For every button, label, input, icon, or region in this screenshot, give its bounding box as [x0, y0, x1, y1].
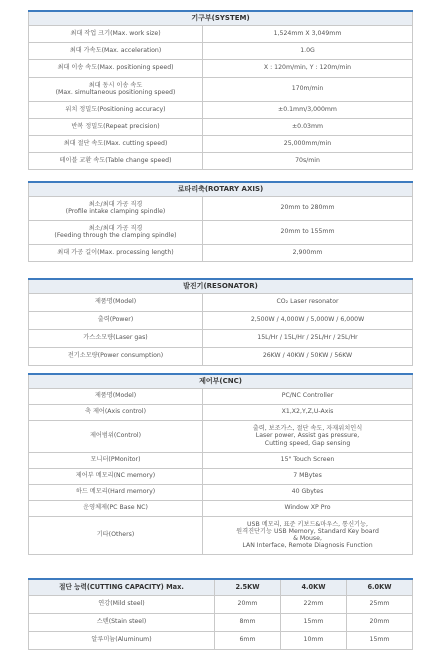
row-label: 스텐(Stain steel): [29, 613, 215, 631]
row-value: 25,000mm/min: [203, 135, 413, 152]
row-value: 15L/Hr / 15L/Hr / 25L/Hr / 25L/Hr: [203, 329, 413, 347]
table-row: [29, 118, 413, 135]
row-value: 26KW / 40KW / 50KW / 56KW: [203, 347, 413, 365]
row-label: 알루미늄(Aluminum): [29, 631, 215, 649]
capacity-col-2-5kw: 2.5KW: [215, 579, 281, 595]
row-label: 제어범위(Control): [29, 420, 203, 452]
table-row: [29, 42, 413, 59]
table-row: [29, 59, 413, 77]
row-value: Window XP Pro: [203, 500, 413, 516]
row-label: 기타(Others): [29, 516, 203, 554]
row-value: 20mm to 280mm: [203, 196, 413, 220]
resonator-spec-table: [28, 278, 412, 366]
row-label: 제품명(Model): [29, 293, 203, 311]
row-label: 테이블 교환 속도(Table change speed): [29, 152, 203, 169]
capacity-col-4-0kw: 4.0KW: [281, 579, 347, 595]
table-row: [29, 484, 413, 500]
row-value: ±0.03mm: [203, 118, 413, 135]
cell-value: 22mm: [281, 595, 347, 613]
cell-value: 6mm: [215, 631, 281, 649]
row-value: PC/NC Controller: [203, 388, 413, 404]
system-title: 기구부(SYSTEM): [29, 11, 413, 25]
table-row: [29, 613, 413, 631]
capacity-col-6-0kw: 6.0KW: [347, 579, 413, 595]
row-label: 최대 이송 속도(Max. positioning speed): [29, 59, 203, 77]
table-row: [29, 631, 413, 649]
row-label: 최대 절단 속도(Max. cutting speed): [29, 135, 203, 152]
cell-value: 15mm: [347, 631, 413, 649]
table-row: [29, 220, 413, 244]
cell-value: 20mm: [347, 613, 413, 631]
row-value: 20mm to 155mm: [203, 220, 413, 244]
table-row: [29, 500, 413, 516]
row-label: 가스소모량(Laser gas): [29, 329, 203, 347]
table-row: [29, 388, 413, 404]
table-row: [29, 244, 413, 261]
row-label: 위치 정밀도(Positioning accuracy): [29, 101, 203, 118]
row-value: 1.0G: [203, 42, 413, 59]
row-value: 2,900mm: [203, 244, 413, 261]
cell-value: 10mm: [281, 631, 347, 649]
row-value: X1,X2,Y,Z,U-Axis: [203, 404, 413, 420]
cutting-capacity-table: [28, 578, 412, 650]
row-label: 최대 동시 이송 속도 (Max. simultaneous positioning speed): [29, 77, 203, 101]
table-row: [29, 452, 413, 468]
cnc-spec-table: [28, 373, 412, 555]
row-label: 출력(Power): [29, 311, 203, 329]
table-row: [29, 347, 413, 365]
row-value: 7 MBytes: [203, 468, 413, 484]
cell-value: 20mm: [215, 595, 281, 613]
table-row: [29, 196, 413, 220]
row-value: 출력, 보조가스, 절단 속도, 자재위치인식 Laser power, Assist gas pressure, Cutting speed, Gap sensing: [203, 420, 413, 452]
row-label: 최소/최대 가공 직경 (Feeding through the clamping spindle): [29, 220, 203, 244]
table-row: [29, 404, 413, 420]
table-row: [29, 516, 413, 554]
table-row: [29, 152, 413, 169]
row-value: 1,524mm X 3,049mm: [203, 25, 413, 42]
row-value: 15" Touch Screen: [203, 452, 413, 468]
row-label: 연강(Mild steel): [29, 595, 215, 613]
row-value: 2,500W / 4,000W / 5,000W / 6,000W: [203, 311, 413, 329]
row-value: USB 메모리, 표준 키보드&마우스, 통신기능, 원격진단기능 USB Memory, Standard Key board & Mouse, LAN Interface, Remote Diagnosis Function: [203, 516, 413, 554]
row-value: ±0.1mm/3,000mm: [203, 101, 413, 118]
row-value: X : 120m/min, Y : 120m/min: [203, 59, 413, 77]
table-row: [29, 329, 413, 347]
resonator-title: 발진기(RESONATOR): [29, 279, 413, 293]
cnc-title: 제어부(CNC): [29, 374, 413, 388]
table-row: [29, 420, 413, 452]
row-label: 전기소모량(Power consumption): [29, 347, 203, 365]
table-row: [29, 77, 413, 101]
cell-value: 25mm: [347, 595, 413, 613]
rotary-title: 로타리축(ROTARY AXIS): [29, 182, 413, 196]
table-row: [29, 468, 413, 484]
row-label: 최대 가속도(Max. acceleration): [29, 42, 203, 59]
table-row: [29, 135, 413, 152]
row-label: 최대 작업 크기(Max. work size): [29, 25, 203, 42]
row-label: 운영체제(PC Base NC): [29, 500, 203, 516]
row-value: 40 Gbytes: [203, 484, 413, 500]
rotary-spec-table: [28, 181, 412, 262]
row-value: 70s/min: [203, 152, 413, 169]
row-label: 하드 메모리(Hard memory): [29, 484, 203, 500]
cell-value: 15mm: [281, 613, 347, 631]
system-spec-table: [28, 10, 412, 170]
table-row: [29, 311, 413, 329]
row-label: 제어부 메모리(NC memory): [29, 468, 203, 484]
row-label: 반복 정밀도(Repeat precision): [29, 118, 203, 135]
table-row: [29, 25, 413, 42]
table-row: [29, 293, 413, 311]
row-label: 모니터(PMonitor): [29, 452, 203, 468]
cell-value: 8mm: [215, 613, 281, 631]
capacity-title: 절단 능력(CUTTING CAPACITY) Max.: [29, 579, 215, 595]
row-value: CO₂ Laser resonator: [203, 293, 413, 311]
row-label: 최소/최대 가공 직경 (Profile intake clamping spindle): [29, 196, 203, 220]
table-row: [29, 595, 413, 613]
row-label: 최대 가공 길이(Max. processing length): [29, 244, 203, 261]
row-value: 170m/min: [203, 77, 413, 101]
table-row: [29, 101, 413, 118]
row-label: 축 제어(Axis control): [29, 404, 203, 420]
row-label: 제품명(Model): [29, 388, 203, 404]
